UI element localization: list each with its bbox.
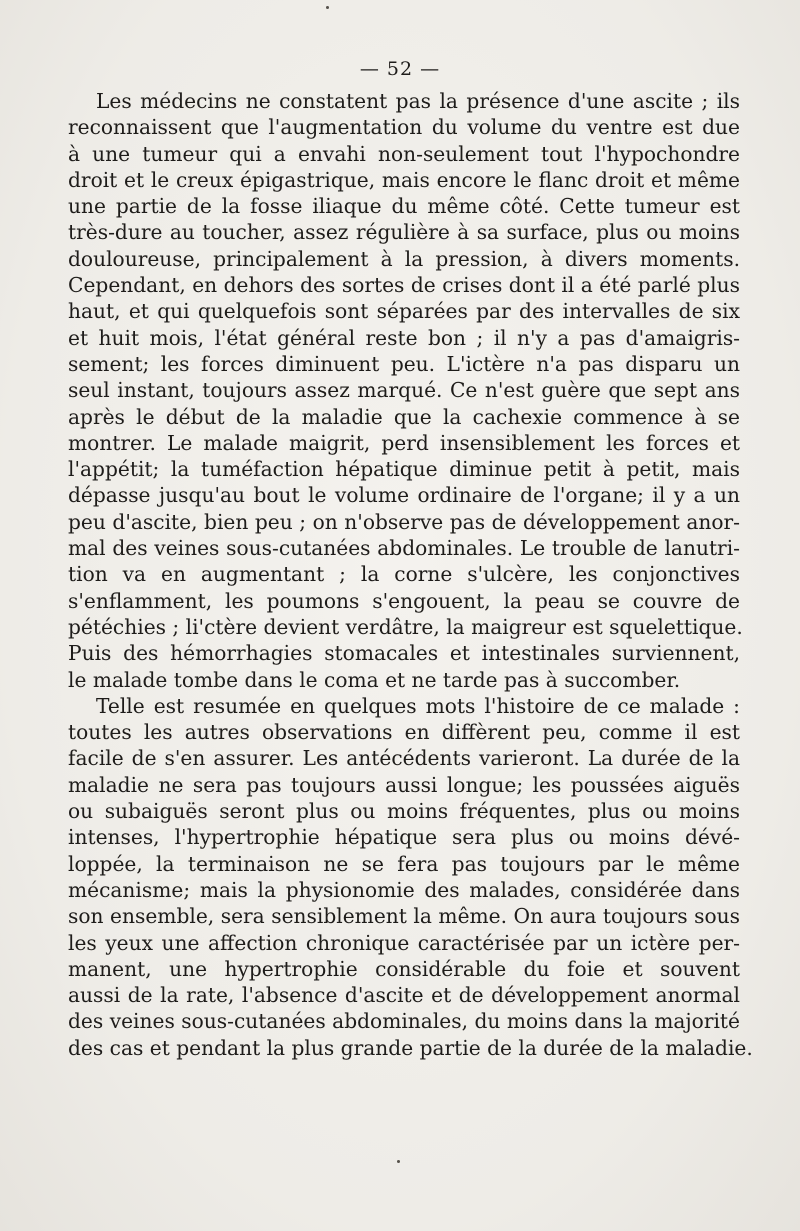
text-line: mal des veines sous-cutanées abdominales. Le trouble de lanutri- [68,536,740,561]
text-line: sement; les forces diminuent peu. L'ictère n'a pas disparu un [68,351,740,376]
text-line: mécanisme; mais la physionomie des malades, considérée dans [68,877,740,902]
text-line: le malade tombe dans le coma et ne tarde pas à succomber. [68,667,681,692]
text-line: Telle est resumée en quelques mots l'histoire de ce malade : [96,693,740,718]
page-number: — 52 — [359,58,441,80]
text-line: droit et le creux épigastrique, mais encore le flanc droit et même [68,167,740,192]
text-line: loppée, la terminaison ne se fera pas toujours par le même [68,851,740,876]
text-line: une partie de la fosse iliaque du même côté. Cette tumeur est [68,194,740,219]
text-line: maladie ne sera pas toujours aussi longue; les poussées aiguës [68,772,740,797]
text-line: très-dure au toucher, assez régulière à sa surface, plus ou moins [68,220,740,245]
text-line: aussi de la rate, l'absence d'ascite et de développement anormal [68,983,740,1008]
text-line: reconnaissent que l'augmentation du volume du ventre est due [68,115,740,140]
text-line: intenses, l'hypertrophie hépatique sera plus ou moins dévé- [68,825,740,850]
text-line: douloureuse, principalement à la pression, à divers moments. [68,246,740,271]
text-line: son ensemble, sera sensiblement la même. On aura toujours sous [68,904,740,929]
text-line: l'appétit; la tuméfaction hépatique diminue petit à petit, mais [68,457,740,482]
text-line: dépasse jusqu'au bout le volume ordinaire de l'organe; il y a un [68,483,740,508]
text-line: et huit mois, l'état général reste bon ; il n'y a pas d'amaigris- [68,325,740,350]
text-line: pétéchies ; li'ctère devient verdâtre, la maigreur est squelettique. [68,614,743,639]
text-line: peu d'ascite, bien peu ; on n'observe pas de développement anor- [68,509,740,534]
text-line: facile de s'en assurer. Les antécédents varieront. La durée de la [68,746,740,771]
text-line: Puis des hémorrhagies stomacales et intestinales surviennent, [68,641,740,666]
paragraph-2 [68,693,753,1061]
text-line: des veines sous-cutanées abdominales, du moins dans la majorité [68,1009,740,1034]
text-line: tion va en augmentant ; la corne s'ulcère, les conjonctives [68,562,740,587]
text-line: les yeux une affection chronique caractérisée par un ictère per- [68,930,740,955]
text-line: montrer. Le malade maigrit, perd insensiblement les forces et [68,430,740,455]
text-line: s'enflamment, les poumons s'engouent, la peau se couvre de [68,588,740,613]
print-speck [397,1160,400,1163]
text-line: des cas et pendant la plus grande partie de la durée de la maladie. [68,1035,753,1060]
text-line: manent, une hypertrophie considérable du foie et souvent [68,956,740,981]
text-line: Cependant, en dehors des sortes de crises dont il a été parlé plus [68,273,740,298]
paragraph-1 [68,88,743,693]
text-line: ou subaiguës seront plus ou moins fréquentes, plus ou moins [68,799,740,824]
text-line: Les médecins ne constatent pas la présence d'une ascite ; ils [96,89,740,113]
text-line: à une tumeur qui a envahi non-seulement tout l'hypochondre [68,141,740,166]
text-line: seul instant, toujours assez marqué. Ce n'est guère que sept ans [68,378,740,403]
body-text [68,88,753,1061]
text-line: toutes les autres observations en diffèrent peu, comme il est [68,720,740,745]
print-speck [326,6,329,9]
text-line: après le début de la maladie que la cachexie commence à se [68,404,740,429]
text-line: haut, et qui quelquefois sont séparées par des intervalles de six [68,299,740,324]
